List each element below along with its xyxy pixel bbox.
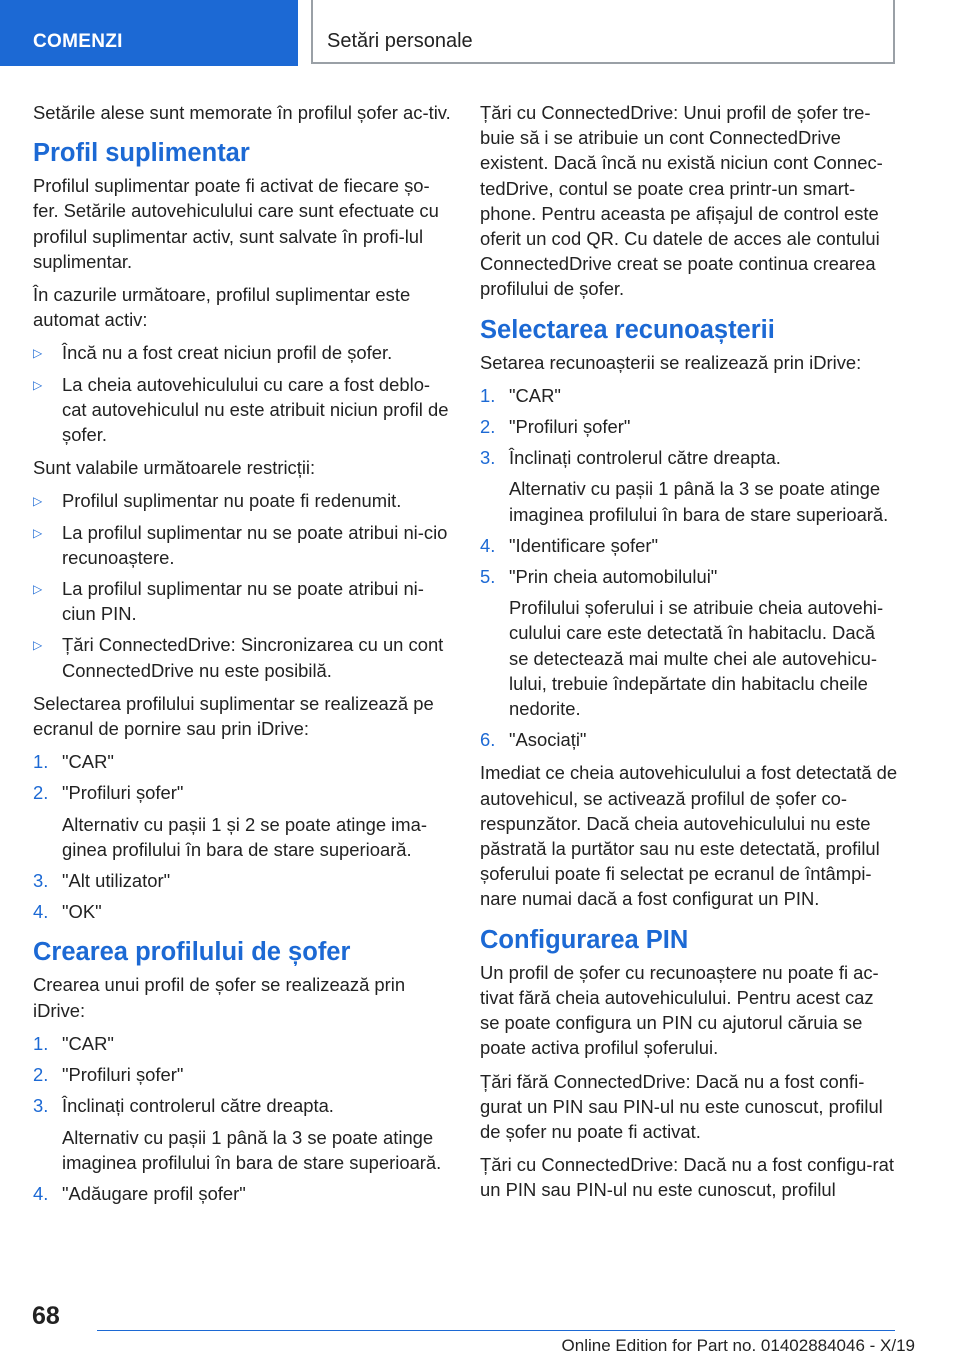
list-item: ▷ La cheia autovehiculului cu care a fost deblo-cat autovehiculul nu este atribuit niciun profil de șofer.	[33, 373, 449, 446]
step-number: 2.	[33, 782, 49, 804]
step-number: 4.	[33, 901, 49, 923]
step-item: 2. "Profiluri șofer"	[33, 1062, 451, 1087]
heading-profil-suplimentar: Profil suplimentar	[33, 139, 250, 168]
page-title: Setări personale	[311, 0, 895, 64]
step-list	[33, 1031, 451, 1206]
triangle-right-icon: ▷	[33, 525, 43, 540]
step-number: 6.	[480, 729, 496, 751]
step-number: 1.	[480, 384, 496, 406]
step-note: Alternativ cu pașii 1 până la 3 se poate atinge imaginea profilului în bara de stare superioară.	[509, 478, 889, 525]
paragraph: Țări fără ConnectedDrive: Dacă nu a fost confi-gurat un PIN sau PIN-ul nu este cunoscut, profilul de șofer nu poate fi activat.	[480, 1070, 883, 1142]
footer-divider	[97, 1330, 895, 1331]
section-tab[interactable]: COMENZI	[0, 0, 298, 66]
list-item: ▷ La profilul suplimentar nu se poate atribui ni-ciun PIN.	[33, 578, 424, 625]
paragraph: Țări cu ConnectedDrive: Dacă nu a fost configu-rat un PIN sau PIN-ul nu este cunoscut, profilul	[480, 1154, 894, 1201]
paragraph: Profilul suplimentar poate fi activat de fiecare șo-fer. Setările autovehiculului care sunt efectuate cu profilul suplimentar activ, sunt salvate în profi-lul suplimentar.	[33, 175, 439, 272]
left-column	[33, 100, 451, 1214]
step-number: 1.	[33, 751, 49, 773]
intro-paragraph: Setările alese sunt memorate în profilul șofer ac-tiv.	[33, 102, 451, 123]
page-number: 68	[32, 1302, 60, 1330]
step-note: Alternativ cu pașii 1 până la 3 se poate atinge imaginea profilului în bara de stare superioară.	[62, 1126, 442, 1173]
step-item: 2. "Profiluri șofer" Alternativ cu pașii 1 și 2 se poate atinge ima-ginea profilului în bara de stare superioară.	[33, 780, 451, 862]
heading-configurarea-pin: Configurarea PIN	[480, 925, 689, 954]
step-item: 3. Înclinați controlerul către dreapta. Alternativ cu pașii 1 până la 3 se poate atinge imaginea profilului în bara de stare superioară.	[33, 1093, 451, 1175]
right-column	[480, 100, 898, 1211]
step-note: Profilului șoferului i se atribuie cheia autovehi-culului care este detectată în habitaclu. Dacă se detectează mai multe chei ale autovehicu-lului, trebuie îndepărtate din habitaclu cheile nedorite.	[509, 597, 884, 720]
heading-selectarea-recunoasterii: Selectarea recunoașterii	[480, 315, 775, 344]
triangle-right-icon: ▷	[33, 582, 43, 597]
step-item: 2. "Profiluri șofer"	[480, 414, 898, 439]
step-number: 1.	[33, 1032, 49, 1054]
step-item: 6. "Asociați"	[480, 727, 898, 752]
step-number: 5.	[480, 566, 496, 588]
list-item: ▷ Profilul suplimentar nu poate fi redenumit.	[33, 488, 451, 513]
step-item: 1. "CAR"	[33, 749, 451, 774]
triangle-right-icon: ▷	[33, 494, 43, 509]
paragraph: Selectarea profilului suplimentar se realizează pe ecranul de pornire sau prin iDrive:	[33, 692, 434, 740]
paragraph: Țări cu ConnectedDrive: Unui profil de șofer tre-buie să i se atribuie un cont ConnectedDrive existent. Dacă încă nu există niciun cont Connec-tedDrive, contul se poate crea printr-un smart-phone. Pentru aceasta pe afișajul de control este oferit un cod QR. Cu datele de acces ale contului ConnectedDrive creat se poate continua crearea profilului de șofer.	[480, 102, 883, 300]
list-item: ▷ La profilul suplimentar nu se poate atribui ni-cio recunoaștere.	[33, 521, 448, 568]
list-item: ▷ Țări ConnectedDrive: Sincronizarea cu un cont ConnectedDrive nu este posibilă.	[33, 634, 444, 681]
step-number: 3.	[33, 1095, 49, 1117]
step-item: 1. "CAR"	[480, 383, 898, 408]
paragraph: Crearea unui profil de șofer se realizează prin iDrive:	[33, 974, 406, 1021]
triangle-right-icon: ▷	[33, 638, 43, 653]
step-item: 4. "Identificare șofer"	[480, 533, 898, 558]
triangle-right-icon: ▷	[33, 346, 43, 361]
page-header	[0, 0, 960, 66]
step-list	[33, 749, 451, 924]
step-item: 4. "OK"	[33, 899, 451, 924]
step-number: 3.	[480, 447, 496, 469]
step-list	[480, 383, 898, 753]
step-item: 5. "Prin cheia automobilului" Profilului șoferului i se atribuie cheia autovehi-culului care este detectată în habitaclu. Dacă se detectează mai multe chei ale autovehicu-lului, trebuie îndepărtate din habitaclu cheile nedorite.	[480, 564, 898, 721]
step-item: 4. "Adăugare profil șofer"	[33, 1181, 451, 1206]
edition-note: Online Edition for Part no. 01402884046 - X/19	[561, 1336, 915, 1355]
step-note: Alternativ cu pașii 1 și 2 se poate atinge ima-ginea profilului în bara de stare superioară.	[62, 813, 427, 860]
paragraph: În cazurile următoare, profilul suplimentar este automat activ:	[33, 284, 411, 331]
bullet-list	[33, 340, 451, 447]
paragraph: Un profil de șofer cu recunoaștere nu poate fi ac-tivat fără cheia autovehiculului. Pentru acest caz se poate configura un PIN cu ajutorul căruia se poate activa profilul șoferului.	[480, 961, 879, 1059]
list-item: ▷ Încă nu a fost creat niciun profil de șofer.	[33, 340, 451, 365]
step-item: 3. Înclinați controlerul către dreapta. Alternativ cu pașii 1 până la 3 se poate atinge imaginea profilului în bara de stare superioară.	[480, 445, 898, 527]
step-number: 4.	[480, 534, 496, 556]
paragraph: Imediat ce cheia autovehiculului a fost detectată de autovehicul, se activează profilul de șofer co-respunzător. Dacă cheia autovehiculului nu este păstrată la purtător sau nu este detectată, profilul șoferului poate fi selectat pe ecranul de întâmpi-nare numai dacă a fost configurat un PIN.	[480, 762, 898, 910]
step-number: 2.	[480, 416, 496, 438]
heading-crearea-profilului: Crearea profilului de șofer	[33, 938, 351, 967]
step-number: 4.	[33, 1182, 49, 1204]
step-number: 3.	[33, 870, 49, 892]
triangle-right-icon: ▷	[33, 377, 43, 392]
step-number: 2.	[33, 1064, 49, 1086]
bullet-list	[33, 488, 451, 682]
paragraph: Sunt valabile următoarele restricții:	[33, 457, 316, 479]
paragraph: Setarea recunoașterii se realizează prin iDrive:	[480, 351, 862, 373]
step-item: 3. "Alt utilizator"	[33, 868, 451, 893]
step-item: 1. "CAR"	[33, 1031, 451, 1056]
